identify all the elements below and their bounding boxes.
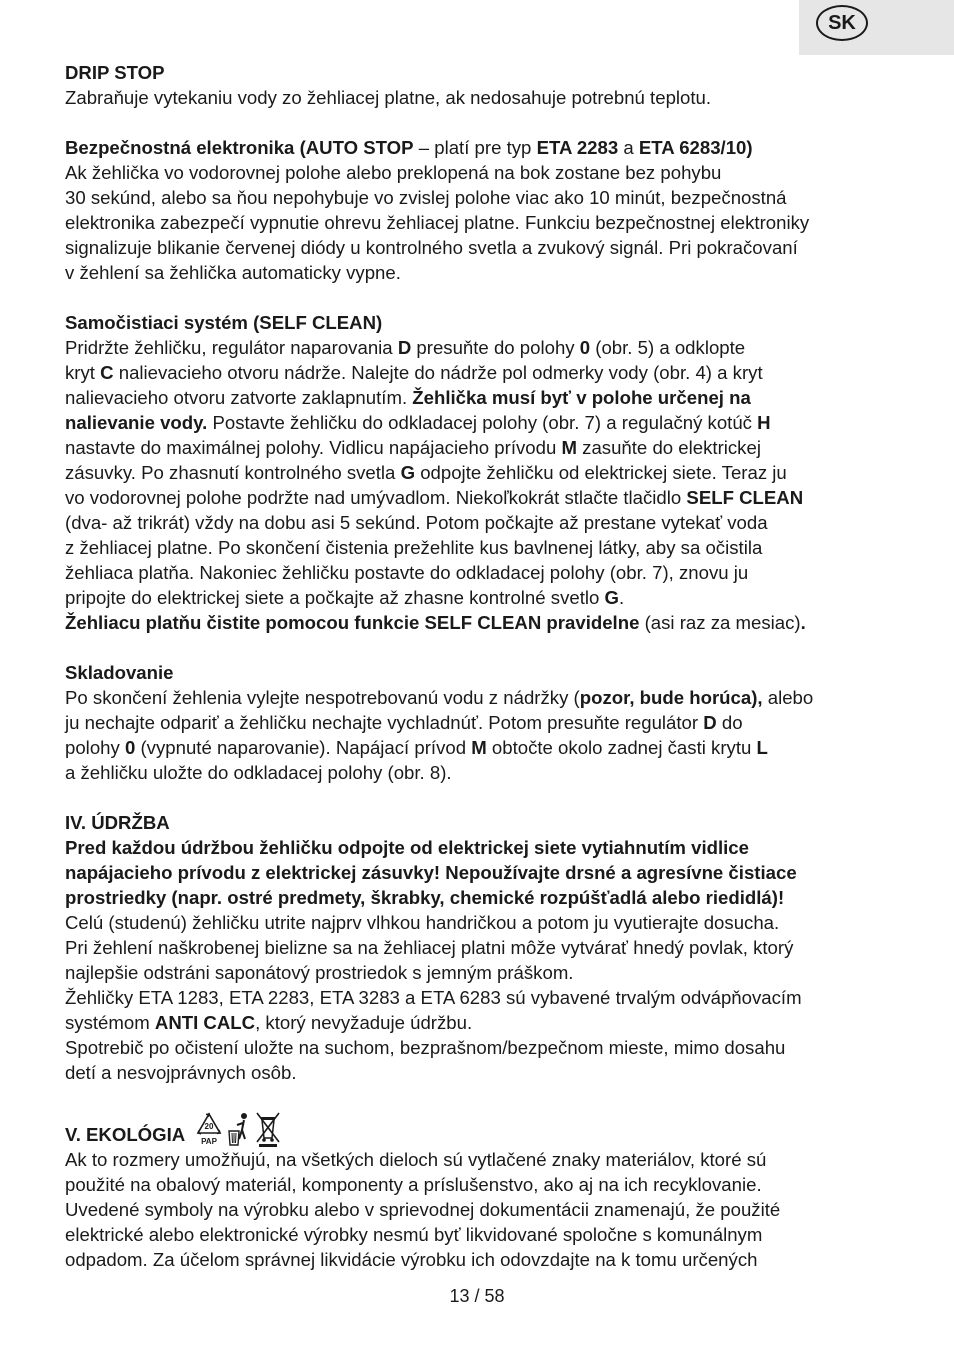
text-run: (asi raz za mesiac)	[639, 612, 801, 633]
text-line	[65, 160, 895, 185]
tidyman-icon	[227, 1111, 251, 1147]
bold-text: Pred každou údržbou žehličku odpojte od elektrickej siete vytiahnutím vidlice	[65, 837, 749, 858]
text-line	[65, 385, 895, 410]
text-run: pripojte do elektrickej siete a počkajte až zhasne kontrolné svetlo	[65, 587, 605, 608]
text-line	[65, 1172, 895, 1197]
section-storage	[65, 660, 895, 810]
bold-text: 0	[124, 737, 136, 758]
text-line	[65, 135, 895, 160]
bold-text: prostriedky (napr. ostré predmety, škrabky, chemické rozpúšťadlá alebo riedidlá)!	[65, 887, 785, 908]
text-line	[65, 860, 895, 885]
text-line	[65, 810, 895, 835]
section-ecology	[65, 1110, 895, 1272]
recycle-pap-icon	[195, 1111, 223, 1147]
text-run: najlepšie odstráni saponátový prostriedok s jemným práškom.	[65, 962, 574, 983]
text-line	[65, 585, 895, 610]
text-run: polohy	[65, 737, 125, 758]
text-line	[65, 435, 895, 460]
bold-text: Žehlička musí byť v polohe určenej na	[412, 387, 751, 408]
text-run: (dva- až trikrát) vždy na dobu asi 5 sekúnd. Potom počkajte až prestane vytekať voda	[65, 512, 768, 533]
text-run: nalievacieho otvoru nádrže. Nalejte do nádrže pol odmerky vody (obr. 4) a kryt	[113, 362, 763, 383]
bold-text: D	[397, 337, 412, 358]
text-line	[65, 710, 895, 735]
bold-text: .	[800, 612, 806, 633]
text-run: Žehličky ETA 1283, ETA 2283, ETA 3283 a ETA 6283 sú vybavené trvalým odvápňovacím	[65, 987, 802, 1008]
bold-text: Žehliacu platňu čistite pomocou funkcie SELF CLEAN pravidelne	[65, 612, 640, 633]
text-line	[65, 735, 895, 760]
ecology-body	[65, 1147, 895, 1272]
section-spacer	[65, 110, 895, 135]
bold-text: DRIP STOP	[65, 62, 165, 83]
text-run: do	[716, 712, 743, 733]
bold-text: Bezpečnostná elektronika (AUTO STOP	[65, 137, 414, 158]
text-line	[65, 560, 895, 585]
text-run: v žehlení sa žehlička automaticky vypne.	[65, 262, 401, 283]
text-run: Po skončení žehlenia vylejte nespotrebovanú vodu z nádržky (	[65, 687, 580, 708]
recycle-code: PAP	[201, 1137, 218, 1146]
text-line	[65, 1035, 895, 1060]
text-run: Zabraňuje vytekaniu vody zo žehliacej platne, ak nedosahuje potrebnú teplotu.	[65, 87, 712, 108]
text-run: detí a nesvojprávnych osôb.	[65, 1062, 297, 1083]
text-run: elektrické alebo elektronické výrobky nesmú byť likvidované spoločne s komunálnym	[65, 1224, 763, 1245]
text-run: Ak žehlička vo vodorovnej polohe alebo preklopená na bok zostane bez pohybu	[65, 162, 722, 183]
section-maintenance	[65, 810, 895, 1110]
text-run: systémom	[65, 1012, 155, 1033]
bold-text: M	[561, 437, 577, 458]
ecology-icons	[195, 1111, 281, 1147]
text-run: kryt	[65, 362, 101, 383]
text-run: nalievacieho otvoru zatvorte zaklapnutím.	[65, 387, 413, 408]
text-run: Pri žehlení naškrobenej bielizne sa na žehliacej platni môže vytvárať hnedý povlak, ktorý	[65, 937, 794, 958]
text-line	[65, 985, 895, 1010]
bold-text: ANTI CALC	[154, 1012, 256, 1033]
text-line	[65, 1060, 895, 1085]
bold-text: Skladovanie	[65, 662, 174, 683]
section-auto-stop	[65, 135, 895, 310]
text-line	[65, 885, 895, 910]
bold-text: G	[400, 462, 416, 483]
text-line	[65, 535, 895, 560]
text-run: nastavte do maximálnej polohy. Vidlicu napájacieho prívodu	[65, 437, 562, 458]
bold-text: ETA 6283/10)	[638, 137, 753, 158]
bold-text: pozor, bude horúca),	[579, 687, 763, 708]
bold-text: ETA 2283	[536, 137, 619, 158]
section-self-clean	[65, 310, 895, 660]
bold-text: IV. ÚDRŽBA	[65, 812, 170, 833]
text-run: obtočte okolo zadnej časti krytu	[486, 737, 757, 758]
text-run: – platí pre typ	[413, 137, 537, 158]
bold-text: C	[100, 362, 114, 383]
text-run: Uvedené symboly na výrobku alebo v sprievodnej dokumentácii znamenajú, že použité	[65, 1199, 781, 1220]
text-run: Spotrebič po očistení uložte na suchom, bezprašnom/bezpečnom mieste, mimo dosahu	[65, 1037, 786, 1058]
bold-text: SELF CLEAN	[686, 487, 804, 508]
text-run: (vypnuté naparovanie). Napájací prívod	[135, 737, 472, 758]
text-line	[65, 260, 895, 285]
text-line	[65, 335, 895, 360]
text-line	[65, 510, 895, 535]
manual-page-content	[65, 60, 895, 1272]
text-line	[65, 1147, 895, 1172]
recycle-number: 20	[204, 1122, 214, 1131]
ecology-heading-line	[65, 1110, 895, 1147]
text-line	[65, 60, 895, 85]
bold-text: G	[604, 587, 619, 608]
text-run: z žehliacej platne. Po skončení čistenia prežehlite kus bavlnenej látky, aby sa očistila	[65, 537, 763, 558]
text-run: presuňte do polohy	[411, 337, 580, 358]
text-run: signalizuje blikanie červenej diódy u kontrolného svetla a zvukový signál. Pri pokračovaní	[65, 237, 798, 258]
text-run: odpadom. Za účelom správnej likvidácie výrobku ich odovzdajte na k tomu určených	[65, 1249, 758, 1270]
weee-crossed-bin-icon	[255, 1111, 281, 1147]
text-run: a	[618, 137, 639, 158]
ecology-heading: V. EKOLÓGIA	[65, 1124, 186, 1145]
text-run: a žehličku uložte do odkladacej polohy (obr. 8).	[65, 762, 452, 783]
bold-text: nalievanie vody.	[65, 412, 208, 433]
text-line	[65, 1222, 895, 1247]
text-line	[65, 460, 895, 485]
text-run: 30 sekúnd, alebo sa ňou nepohybuje vo zvislej polohe viac ako 10 minút, bezpečnostná	[65, 187, 787, 208]
text-line	[65, 485, 895, 510]
text-run: Celú (studenú) žehličku utrite najprv vlhkou handričkou a potom ju vyutierajte dosucha.	[65, 912, 780, 933]
text-run: Postavte žehličku do odkladacej polohy (obr. 7) a regulačný kotúč	[207, 412, 758, 433]
text-line	[65, 660, 895, 685]
text-run: elektronika zabezpečí vypnutie ohrevu žehliacej platne. Funkciu bezpečnostnej elektroniky	[65, 212, 810, 233]
text-line	[65, 1247, 895, 1272]
page-number: 13 / 58	[449, 1286, 505, 1306]
text-run: , ktorý nevyžaduje údržbu.	[255, 1012, 473, 1033]
text-line	[65, 935, 895, 960]
text-line	[65, 760, 895, 785]
text-line	[65, 910, 895, 935]
text-line	[65, 960, 895, 985]
section-spacer	[65, 785, 895, 810]
text-run: .	[619, 587, 625, 608]
text-run: Pridržte žehličku, regulátor naparovania	[65, 337, 398, 358]
text-line	[65, 835, 895, 860]
text-run: Ak to rozmery umožňujú, na všetkých dieloch sú vytlačené znaky materiálov, ktoré sú	[65, 1149, 767, 1170]
bold-text: napájacieho prívodu z elektrickej zásuvky! Nepoužívajte drsné a agresívne čistiace	[65, 862, 797, 883]
section-spacer	[65, 635, 895, 660]
section-spacer	[65, 285, 895, 310]
text-run: vo vodorovnej polohe podržte nad umývadlom. Niekoľkokrát stlačte tlačidlo	[65, 487, 687, 508]
text-line	[65, 1197, 895, 1222]
bold-text: D	[703, 712, 717, 733]
text-run: alebo	[762, 687, 814, 708]
text-line	[65, 310, 895, 335]
language-tab	[799, 0, 954, 55]
bold-text: H	[757, 412, 771, 433]
text-run: (obr. 5) a odklopte	[590, 337, 746, 358]
bold-text: M	[471, 737, 487, 758]
text-line	[65, 360, 895, 385]
text-run: použité na obalový materiál, komponenty a príslušenstvo, ako aj na ich recyklovanie.	[65, 1174, 762, 1195]
bold-text: L	[756, 737, 768, 758]
text-run: zásuvky. Po zhasnutí kontrolného svetla	[65, 462, 401, 483]
bold-text: Samočistiaci systém (SELF CLEAN)	[65, 312, 383, 333]
text-line	[65, 235, 895, 260]
text-line	[65, 685, 895, 710]
section-drip-stop	[65, 60, 895, 135]
bold-text: 0	[579, 337, 591, 358]
text-line	[65, 185, 895, 210]
text-line	[65, 610, 895, 635]
text-run: žehliaca platňa. Nakoniec žehličku postavte do odkladacej polohy (obr. 7), znovu ju	[65, 562, 749, 583]
section-spacer	[65, 1085, 895, 1110]
text-line	[65, 85, 895, 110]
text-line	[65, 210, 895, 235]
sections-container	[65, 60, 895, 1110]
text-run: zasuňte do elektrickej	[576, 437, 761, 458]
text-line	[65, 1010, 895, 1035]
text-line	[65, 410, 895, 435]
text-run: ju nechajte odpariť a žehličku nechajte vychladnúť. Potom presuňte regulátor	[65, 712, 704, 733]
language-badge: SK	[816, 5, 868, 41]
text-run: odpojte žehličku od elektrickej siete. Teraz ju	[415, 462, 787, 483]
